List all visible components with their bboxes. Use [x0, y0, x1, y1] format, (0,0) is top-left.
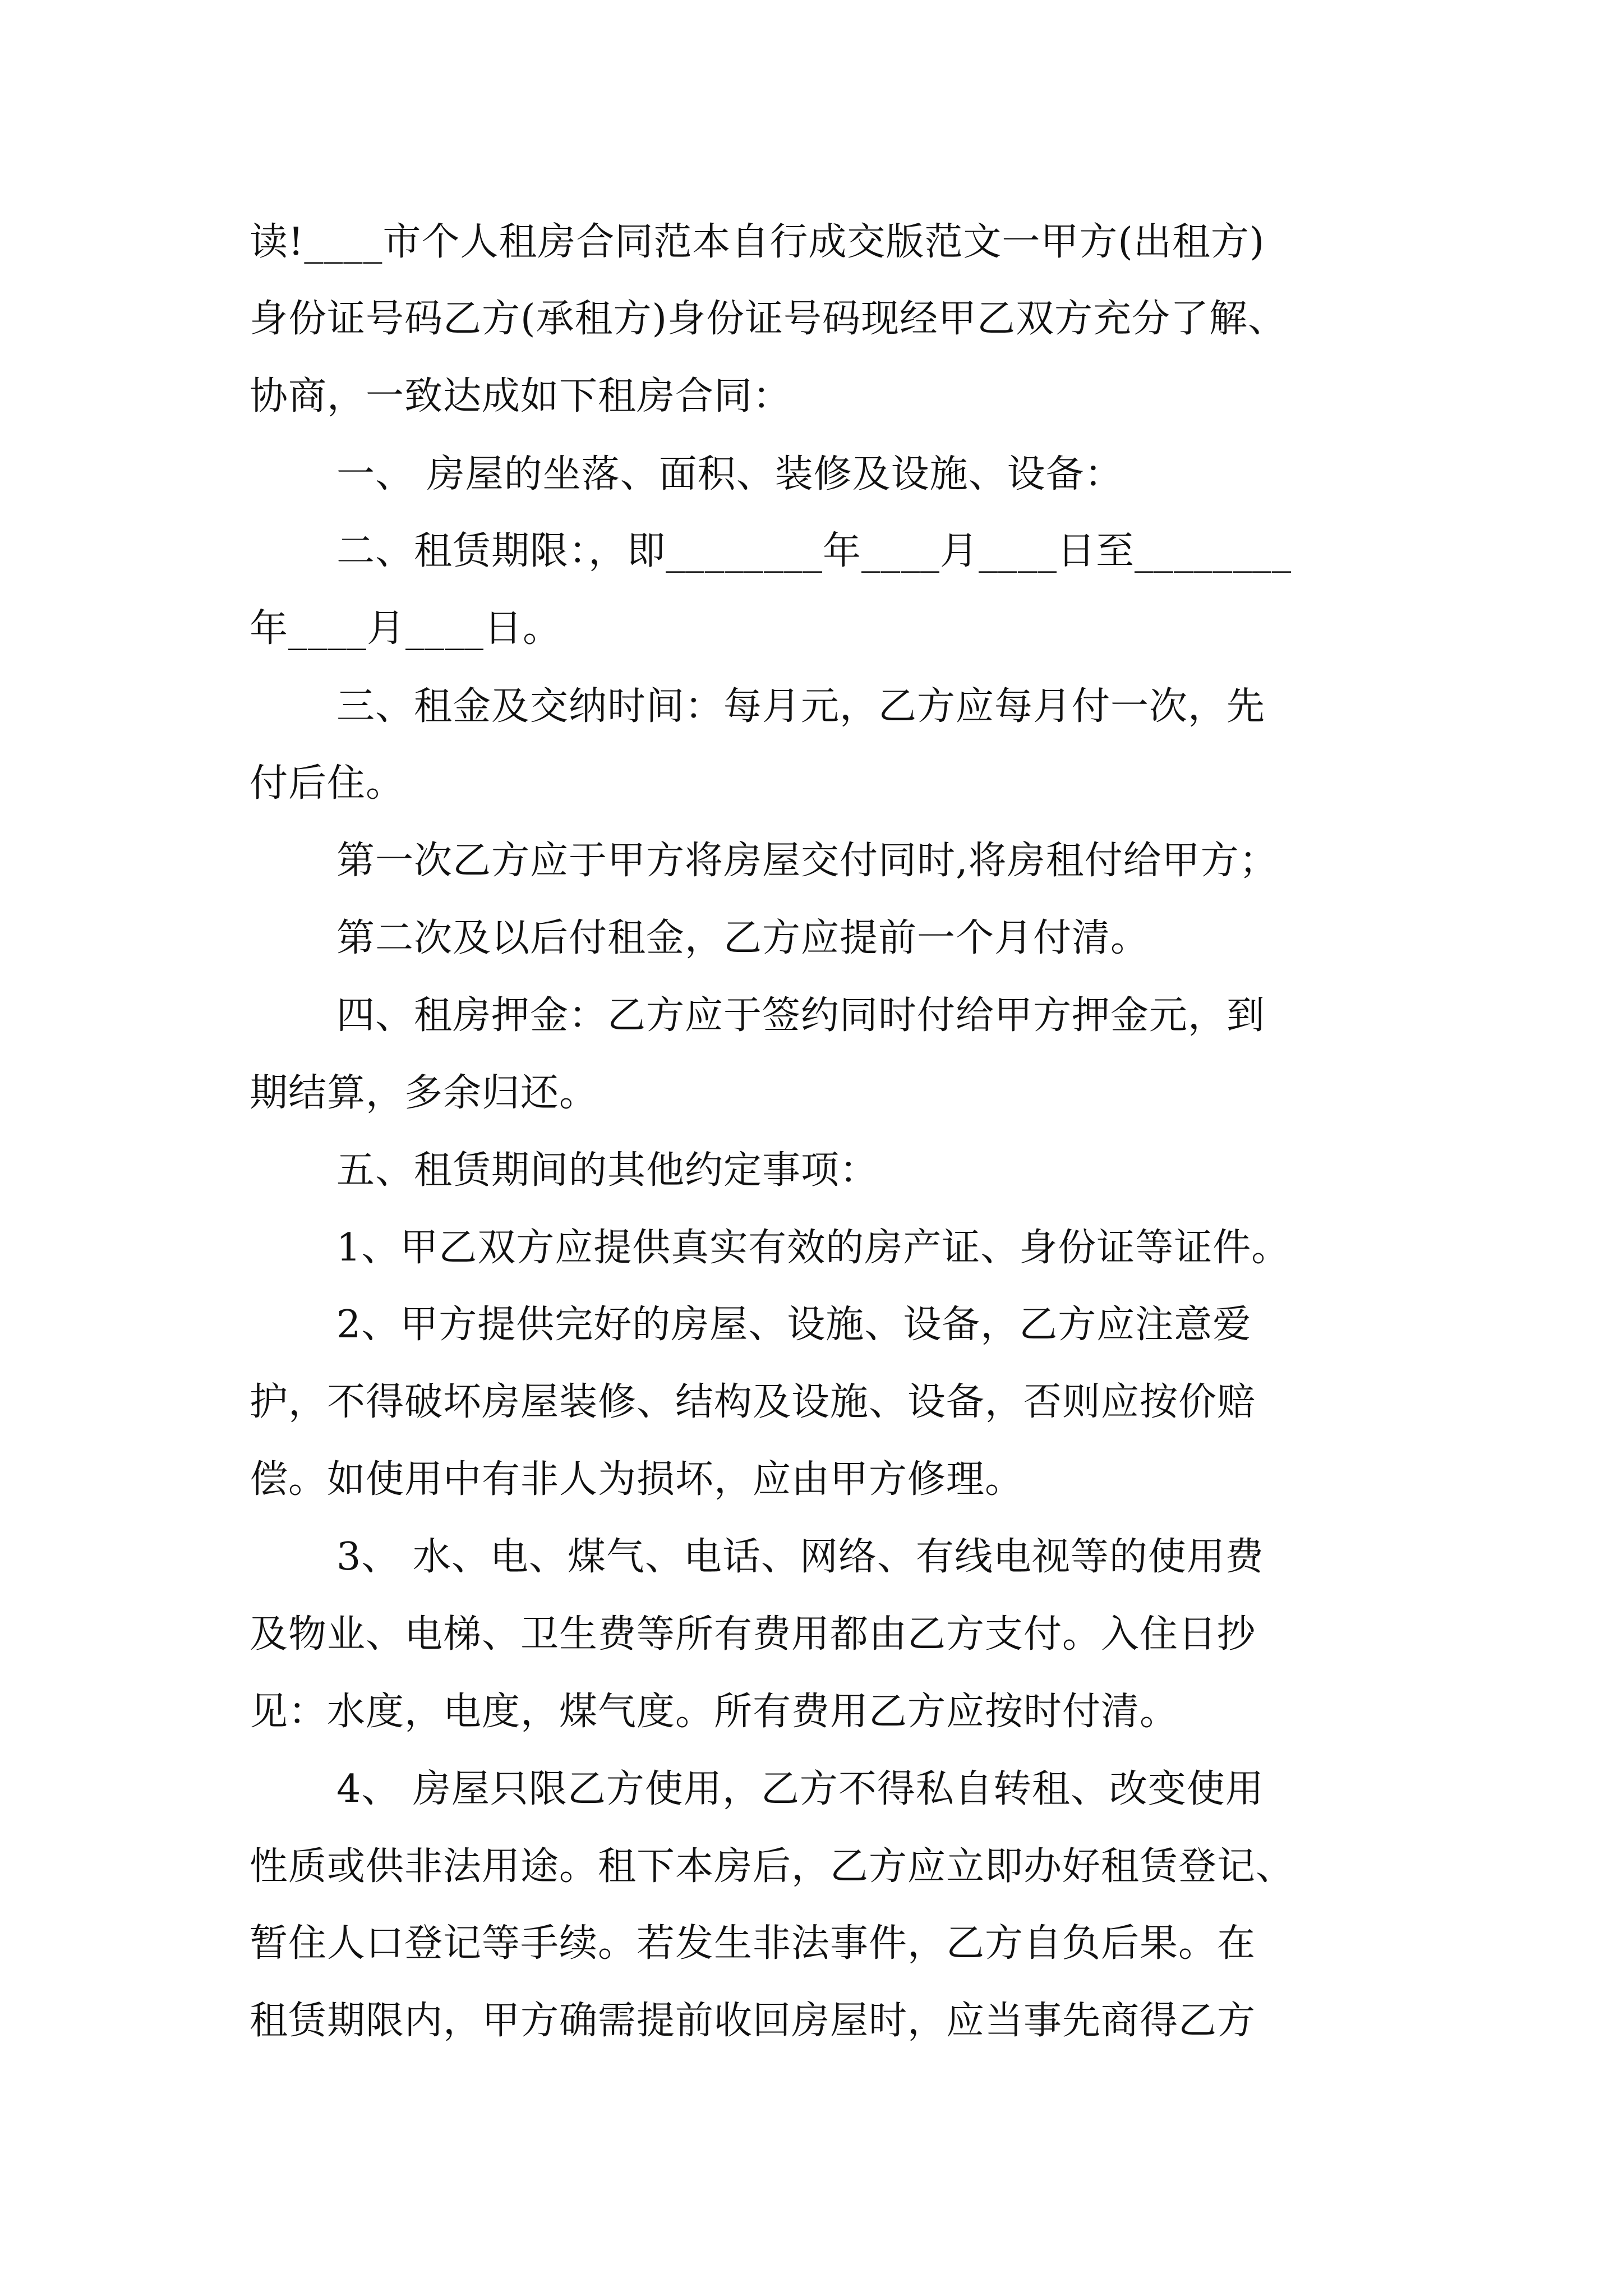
- text-line-11: 四、租房押金：乙方应于签约同时付给甲方押金元，到: [336, 993, 1266, 1038]
- text-line-1: 读!____市个人租房合同范本自行成交版范文一甲方(出租方): [250, 220, 1265, 264]
- text-line-18: 3、 水、电、煤气、电话、网络、有线电视等的使用费: [336, 1535, 1264, 1579]
- text-line-9: 第一次乙方应于甲方将房屋交付同时,将房租付给甲方；: [336, 839, 1278, 883]
- text-line-17: 偿。如使用中有非人为损坏，应由甲方修理。: [250, 1457, 1024, 1502]
- text-line-19: 及物业、电梯、卫生费等所有费用都由乙方支付。入住日抄: [250, 1612, 1256, 1657]
- text-line-24: 租赁期限内，甲方确需提前收回房屋时，应当事先商得乙方: [250, 1999, 1256, 2043]
- text-line-14: 1、甲乙双方应提供真实有效的房产证、身份证等证件。: [336, 1226, 1290, 1270]
- text-line-2: 身份证号码乙方(承租方)身份证号码现经甲乙双方充分了解、: [250, 297, 1287, 341]
- text-line-15: 2、甲方提供完好的房屋、设施、设备，乙方应注意爱: [336, 1303, 1252, 1347]
- text-line-21: 4、 房屋只限乙方使用，乙方不得私自转租、改变使用: [336, 1767, 1264, 1811]
- text-line-6: 年____月____日。: [250, 606, 562, 651]
- text-line-10: 第二次及以后付租金，乙方应提前一个月付清。: [336, 916, 1150, 960]
- text-line-7: 三、租金及交纳时间：每月元，乙方应每月付一次，先: [336, 684, 1266, 729]
- text-line-16: 护，不得破坏房屋装修、结构及设施、设备，否则应按价赔: [250, 1380, 1256, 1424]
- text-line-23: 暂住人口登记等手续。若发生非法事件，乙方自负后果。在: [250, 1921, 1256, 1966]
- text-line-12: 期结算，多余归还。: [250, 1071, 598, 1115]
- text-line-3: 协商，一致达成如下租房合同：: [250, 374, 792, 418]
- text-line-13: 五、租赁期间的其他约定事项：: [336, 1148, 879, 1193]
- text-line-20: 见：水度，电度，煤气度。所有费用乙方应按时付清。: [250, 1690, 1179, 1734]
- text-line-22: 性质或供非法用途。租下本房后，乙方应立即办好租赁登记、: [250, 1844, 1295, 1889]
- text-line-5: 二、租赁期限：，即________年____月____日至________: [336, 529, 1292, 573]
- text-line-8: 付后住。: [250, 761, 405, 806]
- text-line-4: 一、 房屋的坐落、面积、装修及设施、设备：: [336, 452, 1123, 496]
